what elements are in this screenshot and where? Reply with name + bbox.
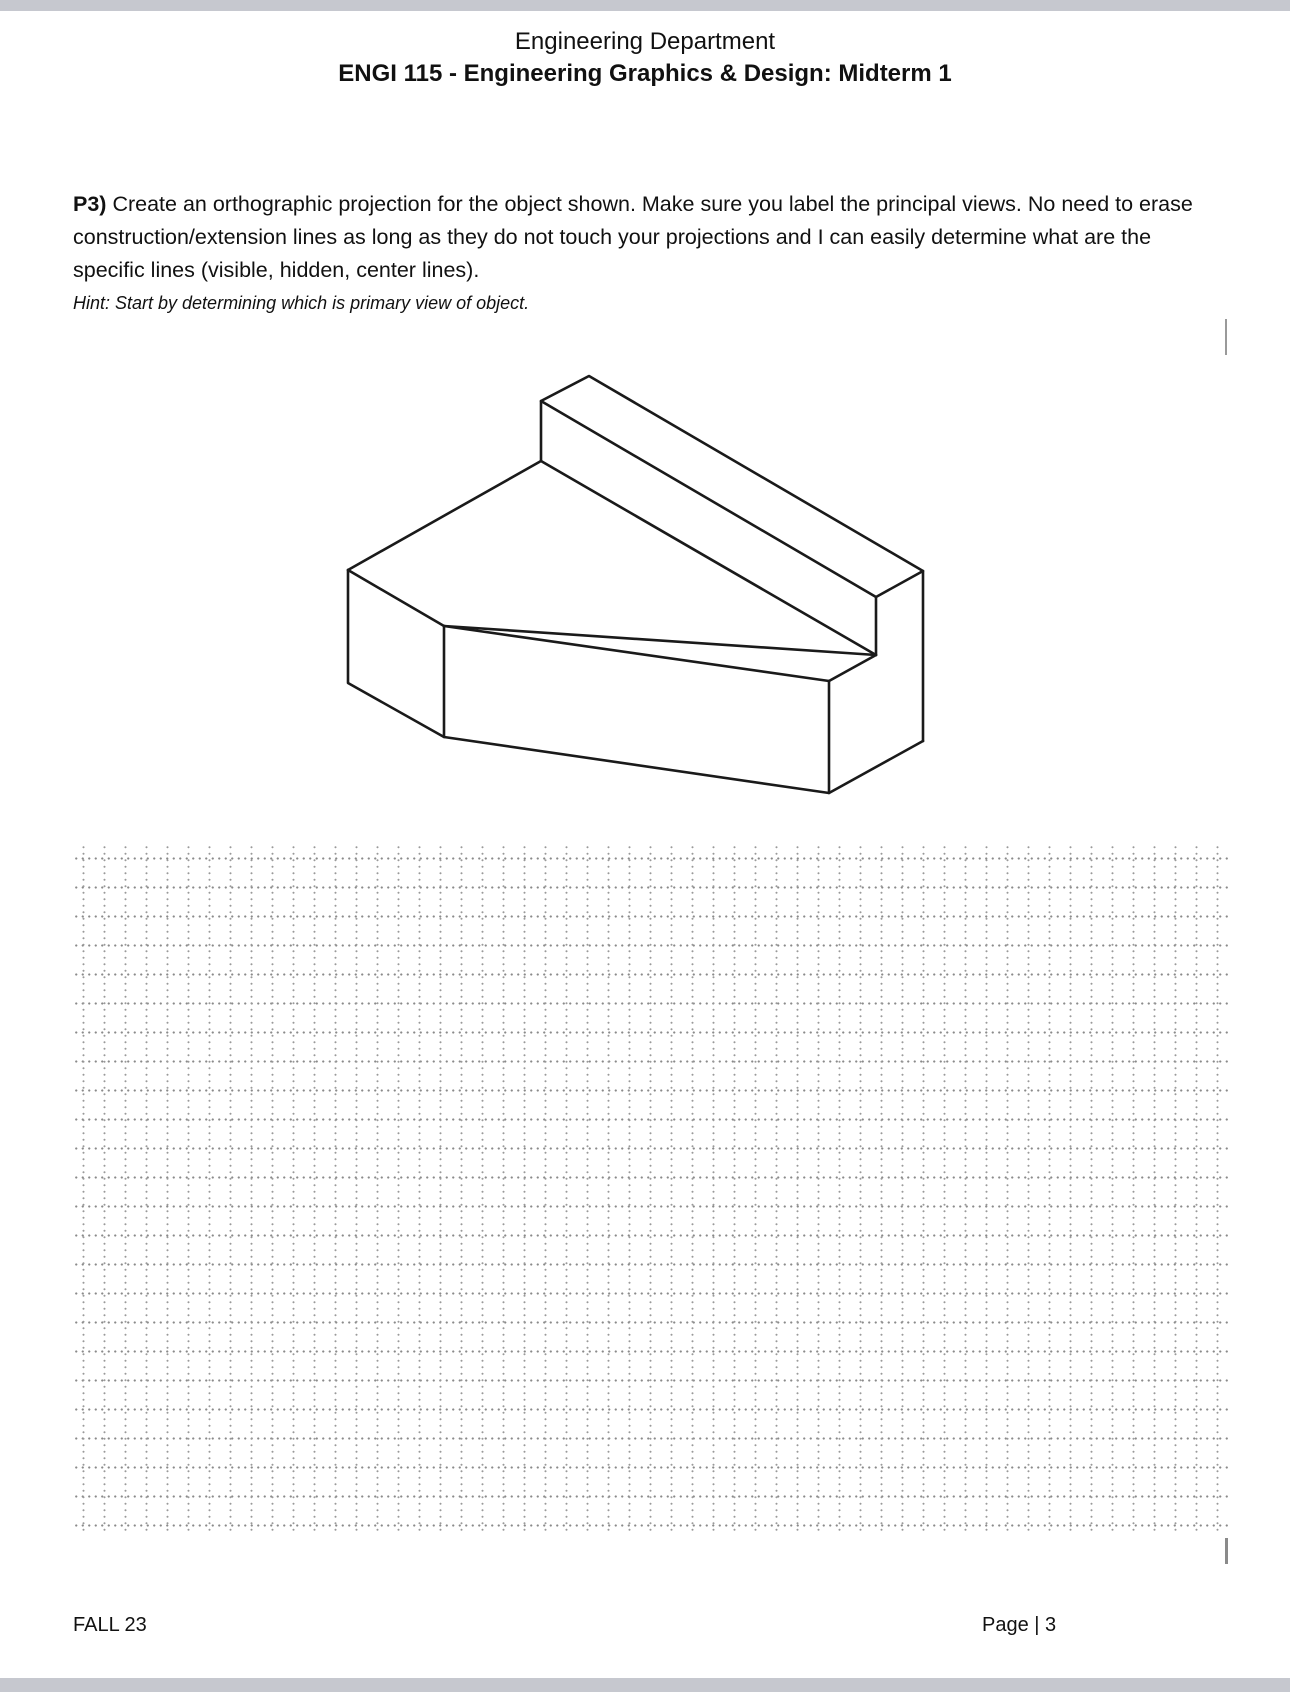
lower-top-face-left-edge (348, 570, 444, 626)
scan-border-bottom (0, 1678, 1290, 1692)
footer-page-number: Page | 3 (982, 1614, 1057, 1636)
main-front-face (444, 681, 829, 793)
problem-text: Create an orthographic projection for the object shown. Make sure you label the principal views. No need to erase construction/extension lines as long as they do not touch your projections and I can easily determine what are the specific lines (visible, hidden, center lines). (73, 192, 1193, 282)
dot-grid-vertical (73, 844, 1228, 1532)
course-title: ENGI 115 - Engineering Graphics & Design: Midterm 1 (338, 60, 952, 87)
problem-number: P3) (73, 192, 107, 216)
lower-top-face-diagonal (541, 461, 876, 655)
department-title: Engineering Department (514, 28, 776, 55)
lower-top-face-front-edge (444, 626, 876, 655)
tall-block-top-face (541, 376, 923, 597)
lower-top-face-back-edge (348, 461, 541, 570)
left-front-face (348, 570, 444, 737)
lower-top-face-corner-edge (829, 655, 876, 681)
scan-mark (1225, 1538, 1228, 1564)
right-bottom-edge (829, 741, 923, 793)
footer-term: FALL 23 (73, 1614, 147, 1636)
lower-top-face-right-edge (444, 626, 829, 681)
problem-hint: Hint: Start by determining which is primary view of object. (73, 293, 530, 313)
